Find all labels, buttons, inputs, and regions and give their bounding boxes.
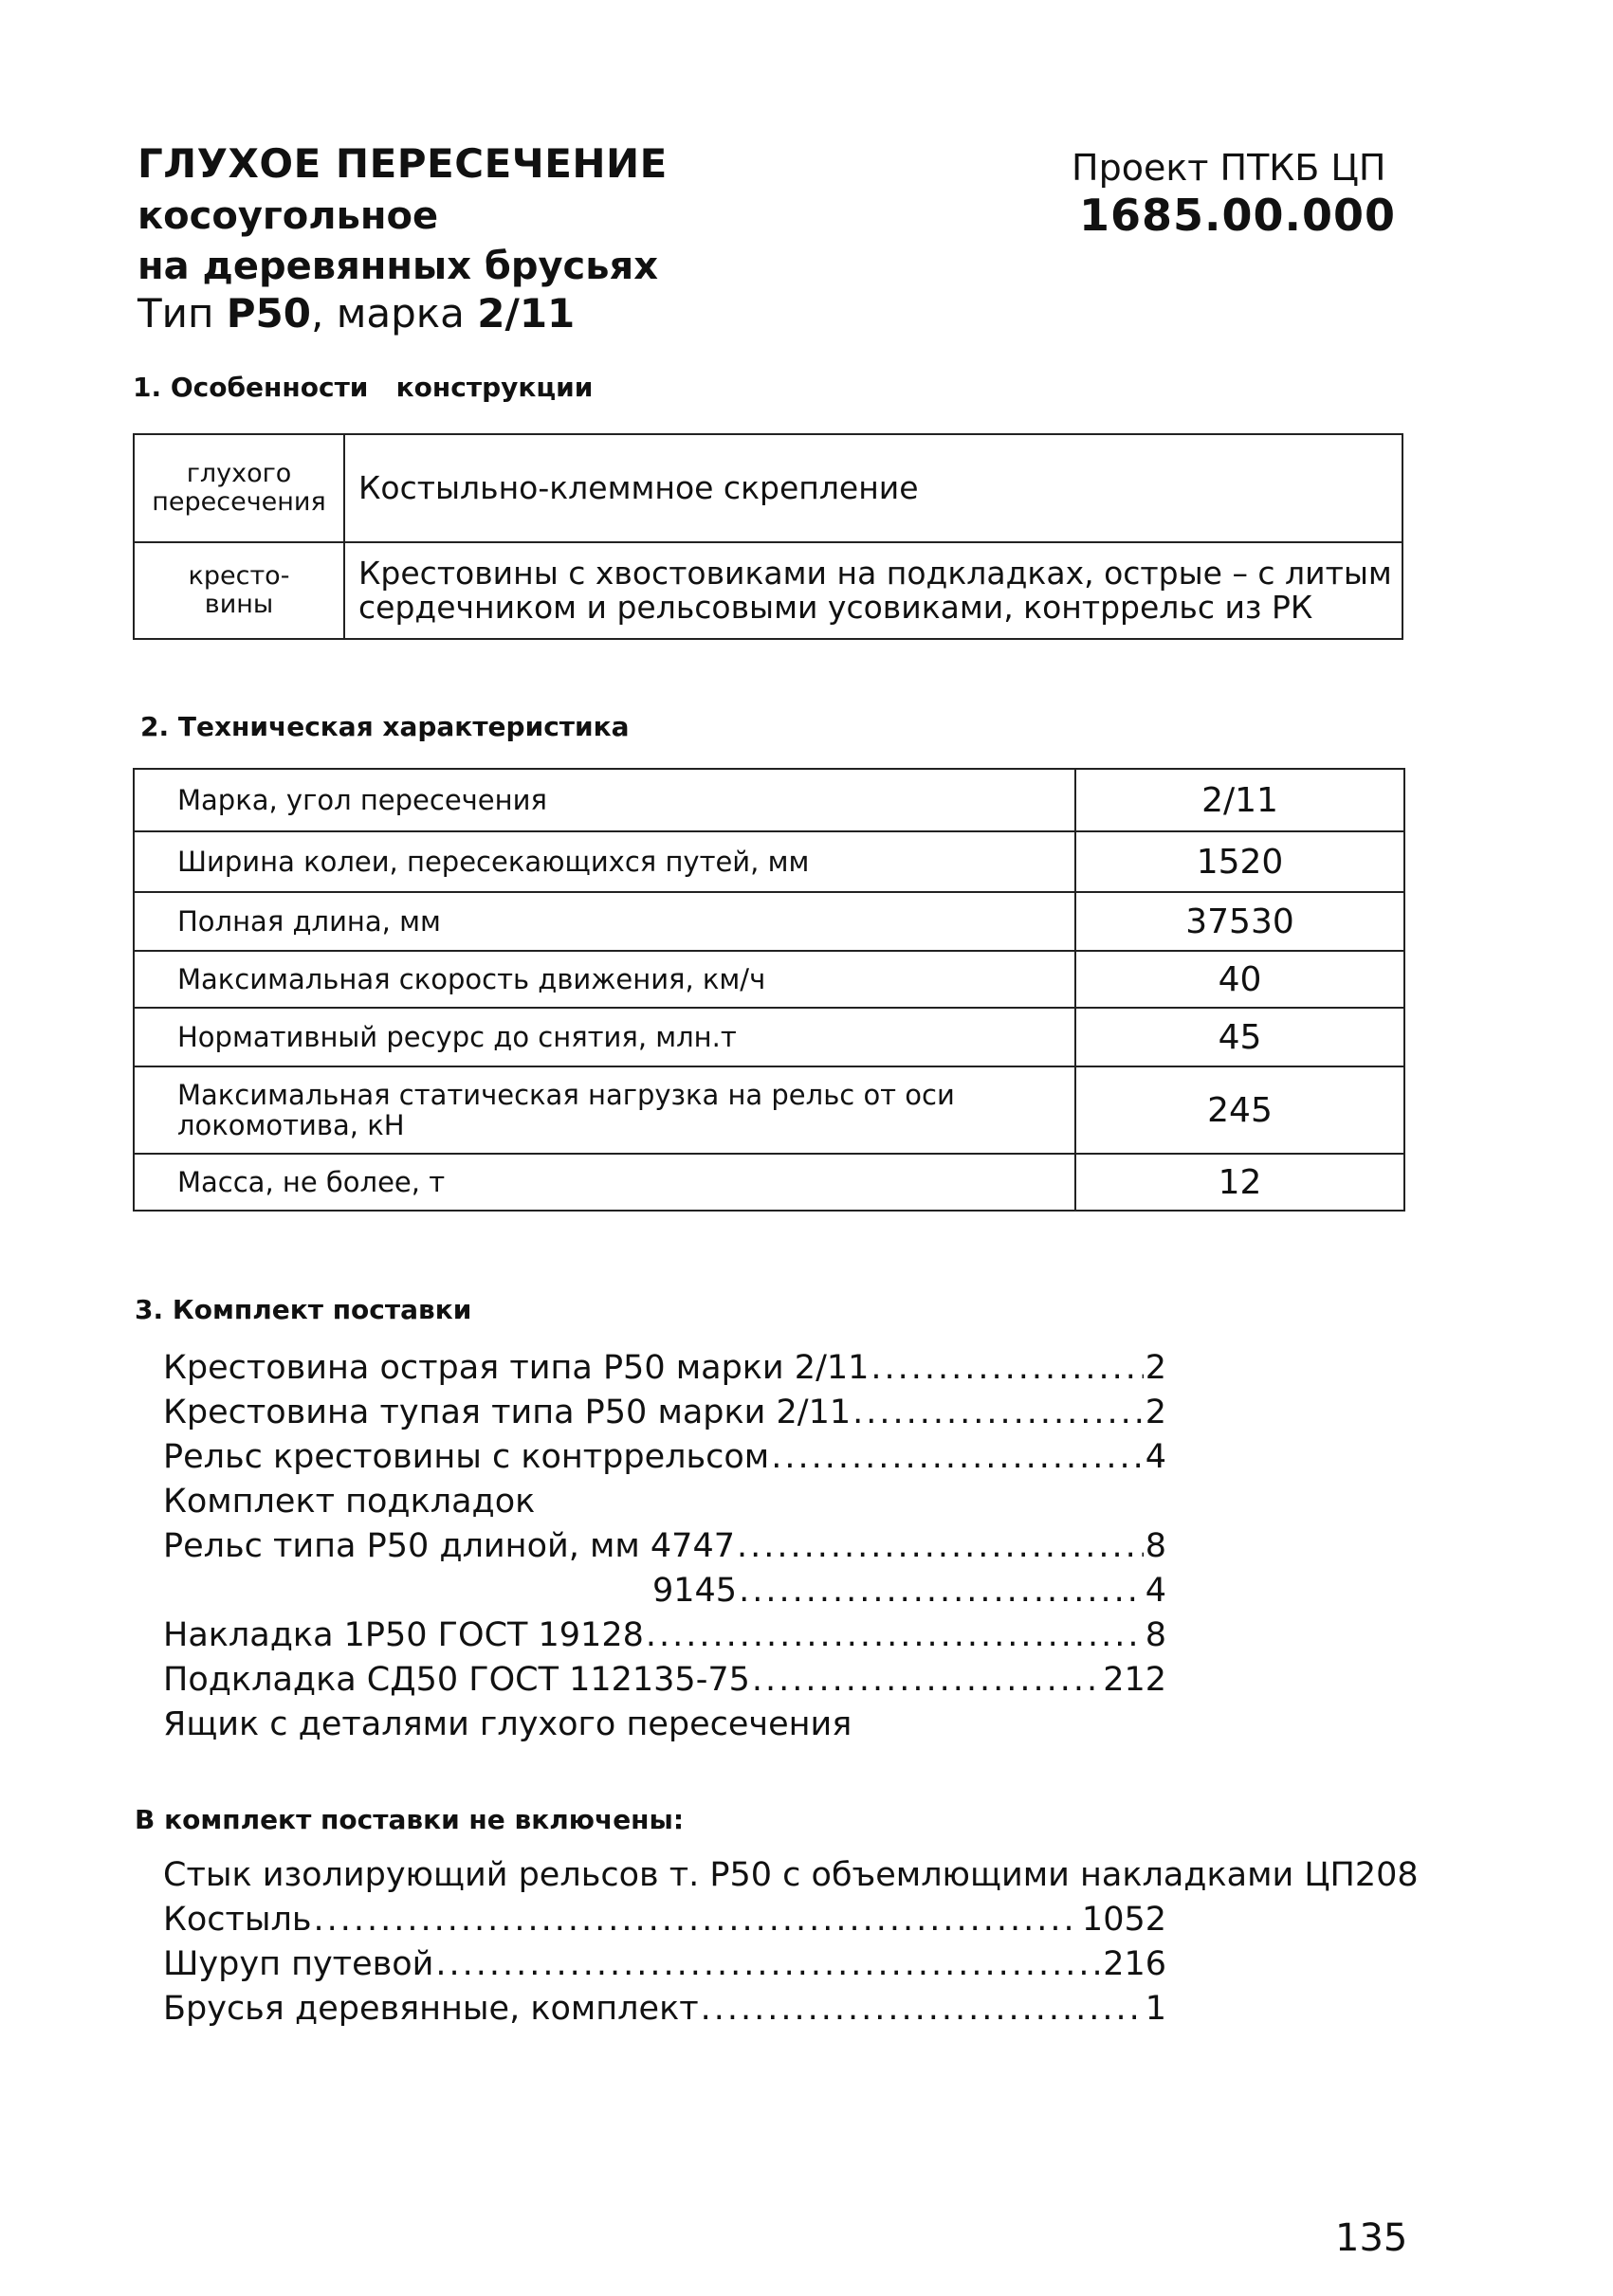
item-qty: 216 — [1103, 1945, 1166, 1983]
list-item — [652, 1569, 1166, 1613]
doc-type-line — [137, 290, 575, 337]
row-key — [134, 434, 344, 542]
list-item — [163, 1898, 1166, 1942]
param-name: Масса, не более, т — [134, 1154, 1075, 1211]
table-row — [134, 769, 1404, 831]
tech-spec-table — [133, 768, 1405, 1212]
list-item — [163, 1391, 1166, 1435]
param-name: Максимальная скорость движения, км/ч — [134, 951, 1075, 1008]
leader-dots — [752, 1658, 1101, 1703]
item-qty: 4 — [1145, 1572, 1166, 1610]
section3-heading: 3. Комплект поставки — [135, 1294, 472, 1325]
item-label: Подкладка СД50 ГОСТ 112135-75 — [163, 1661, 750, 1699]
item-qty: 1 — [1145, 1990, 1166, 2028]
item-qty: 1052 — [1081, 1901, 1166, 1939]
item-qty: 212 — [1103, 1661, 1166, 1699]
leader-dots — [737, 1524, 1144, 1569]
item-label: Накладка 1Р50 ГОСТ 19128 — [163, 1616, 644, 1654]
item-label: Брусья деревянные, комплект — [163, 1990, 699, 2028]
item-qty: 4 — [1145, 1438, 1166, 1476]
list-item — [163, 1346, 1166, 1391]
doc-title: ГЛУХОЕ ПЕРЕСЕЧЕНИЕ — [137, 140, 668, 187]
row-value: Крестовины с хвостовиками на подкладках, острые – с литым сердечником и рельсовыми усовиками, контррельс из РК — [344, 542, 1402, 639]
list-item — [163, 1658, 1166, 1703]
leader-dots — [646, 1613, 1144, 1658]
leader-dots — [739, 1569, 1144, 1613]
row-key-text: глухого пересечения — [152, 459, 326, 517]
list-item — [163, 1853, 1419, 1898]
item-label: Костыль — [163, 1901, 312, 1939]
param-value: 45 — [1075, 1008, 1404, 1066]
list-item — [163, 1987, 1166, 2032]
table-row — [134, 892, 1404, 951]
item-qty: 8 — [1145, 1616, 1166, 1654]
item-label: Шуруп путевой — [163, 1945, 434, 1983]
table-row — [134, 434, 1402, 542]
doc-subtitle-1: косоугольное — [137, 194, 439, 238]
param-name: Марка, угол пересечения — [134, 769, 1075, 831]
param-value: 37530 — [1075, 892, 1404, 951]
param-name: Ширина колеи, пересекающихся путей, мм — [134, 831, 1075, 892]
not-included-heading: В комплект поставки не включены: — [135, 1804, 685, 1835]
param-value: 2/11 — [1075, 769, 1404, 831]
leader-dots — [314, 1898, 1080, 1942]
page-number: 135 — [1335, 2216, 1408, 2260]
row-value: Костыльно-клеммное скрепление — [344, 434, 1402, 542]
item-label: Крестовина тупая типа Р50 марки 2/11 — [163, 1394, 852, 1431]
param-value: 40 — [1075, 951, 1404, 1008]
list-item — [163, 1613, 1166, 1658]
item-label: Рельс типа Р50 длиной, мм 4747 — [163, 1527, 735, 1565]
mark-value: 2/11 — [477, 290, 576, 337]
leader-dots — [852, 1391, 1144, 1435]
param-value: 1520 — [1075, 831, 1404, 892]
item-label: Крестовина острая типа Р50 марки 2/11 — [163, 1349, 870, 1387]
type-mid: , марка — [311, 290, 478, 337]
param-name: Нормативный ресурс до снятия, млн.т — [134, 1008, 1075, 1066]
project-number: 1685.00.000 — [1079, 190, 1397, 241]
item-label: Комплект подкладок — [163, 1483, 536, 1521]
list-item — [163, 1524, 1166, 1569]
leader-dots — [771, 1435, 1144, 1480]
type-value: Р50 — [226, 290, 311, 337]
item-label: Ящик с деталями глухого пересечения — [163, 1705, 852, 1743]
table-row — [134, 542, 1402, 639]
type-prefix: Тип — [137, 290, 227, 337]
param-value: 12 — [1075, 1154, 1404, 1211]
list-item — [163, 1942, 1166, 1987]
list-item — [163, 1480, 535, 1524]
section2-heading: 2. Техническая характеристика — [140, 711, 630, 742]
doc-subtitle-2: на деревянных брусьях — [137, 245, 659, 288]
item-qty: 2 — [1145, 1349, 1166, 1387]
param-name: Максимальная статическая нагрузка на рельс от оси локомотива, кН — [134, 1066, 1075, 1154]
table-row — [134, 951, 1404, 1008]
table-row — [134, 1066, 1404, 1154]
item-label: Рельс крестовины с контррельсом — [163, 1438, 770, 1476]
table-row — [134, 1154, 1404, 1211]
row-key — [134, 542, 344, 639]
leader-dots — [435, 1942, 1101, 1987]
leader-dots — [701, 1987, 1144, 2032]
list-item — [163, 1703, 852, 1747]
item-label: 9145 — [652, 1572, 738, 1610]
param-name: Полная длина, мм — [134, 892, 1075, 951]
table-row — [134, 1008, 1404, 1066]
table-row — [134, 831, 1404, 892]
item-label: Стык изолирующий рельсов т. Р50 с объемлющими накладками ЦП208 — [163, 1856, 1419, 1894]
param-value: 245 — [1075, 1066, 1404, 1154]
construction-table — [133, 433, 1403, 640]
section1-heading: 1. Особенности конструкции — [133, 372, 594, 403]
project-label: Проект ПТКБ ЦП — [1072, 147, 1386, 189]
row-key-text: кресто- вины — [188, 561, 290, 619]
item-qty: 8 — [1145, 1527, 1166, 1565]
item-qty: 2 — [1145, 1394, 1166, 1431]
leader-dots — [871, 1346, 1143, 1391]
list-item — [163, 1435, 1166, 1480]
